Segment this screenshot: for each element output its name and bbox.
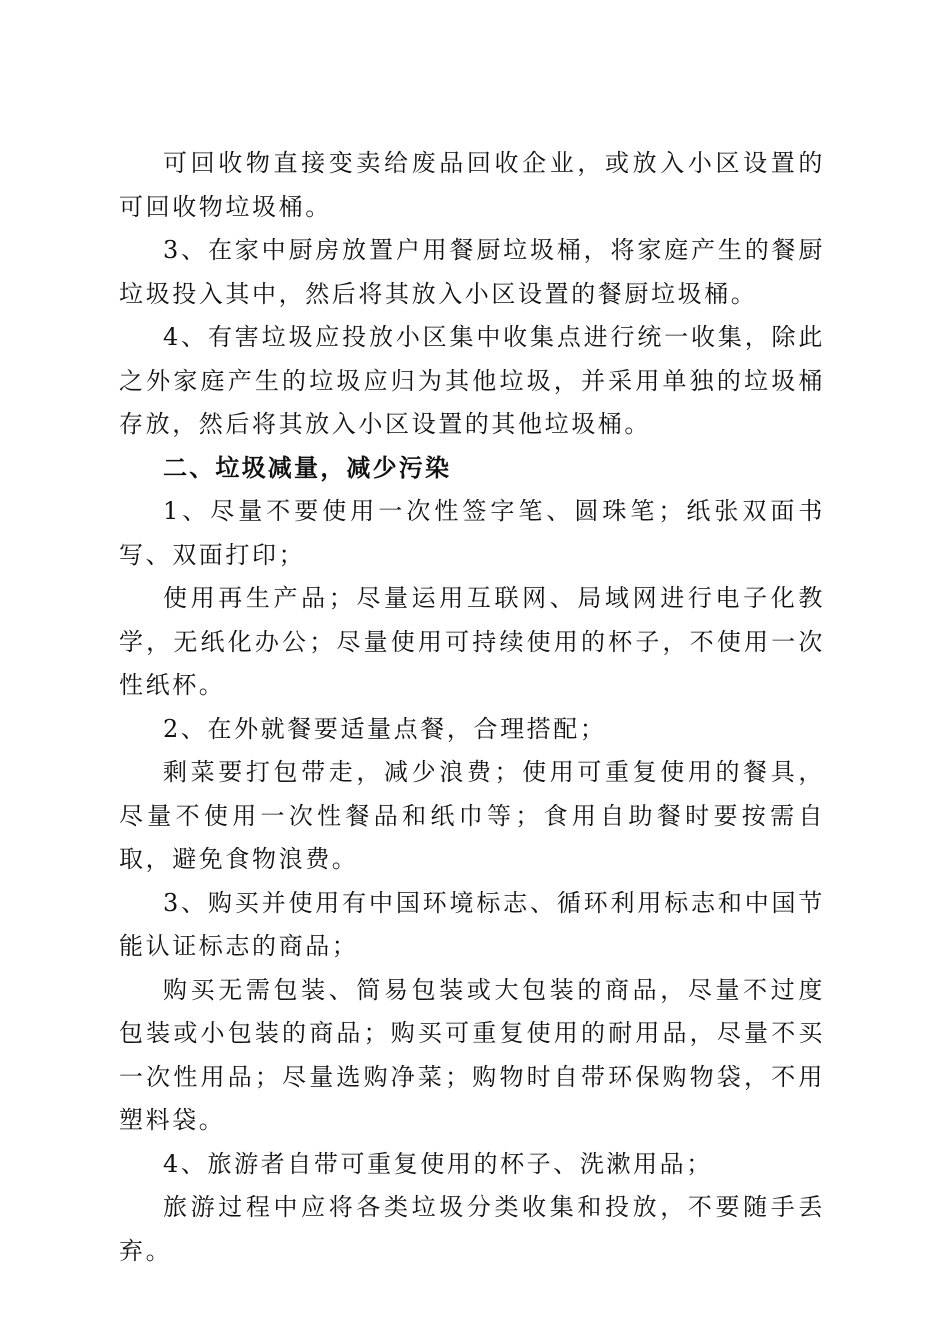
paragraph-eco-labels: 3、购买并使用有中国环境标志、循环利用标志和中国节能认证标志的商品； — [119, 888, 825, 960]
paragraph-paperless-office: 使用再生产品；尽量运用互联网、局域网进行电子化教学，无纸化办公；尽量使用可持续使用的杯子，不使用一次性纸杯。 — [119, 584, 825, 699]
document-body — [119, 142, 825, 1273]
section-heading: 二、垃圾减量，减少污染 — [163, 453, 452, 482]
paragraph-pens-paper: 1、尽量不要使用一次性签字笔、圆珠笔；纸张双面书写、双面打印； — [119, 497, 825, 569]
paragraph-travel-waste: 旅游过程中应将各类垃圾分类收集和投放，不要随手丢弃。 — [119, 1193, 825, 1265]
paragraph-travel-items: 4、旅游者自带可重复使用的杯子、洗漱用品； — [163, 1149, 713, 1178]
paragraph-hazardous-waste: 4、有害垃圾应投放小区集中收集点进行统一收集，除此之外家庭产生的垃圾应归为其他垃圾，并采用单独的垃圾桶存放，然后将其放入小区设置的其他垃圾桶。 — [119, 323, 825, 438]
paragraph-packaging: 购买无需包装、简易包装或大包装的商品，尽量不过度包装或小包装的商品；购买可重复使用的耐用品，尽量不买一次性用品；尽量选购净菜；购物时自带环保购物袋，不用塑料袋。 — [119, 975, 825, 1134]
paragraph-dining-out: 2、在外就餐要适量点餐，合理搭配； — [163, 714, 607, 743]
paragraph-recyclables: 可回收物直接变卖给废品回收企业，或放入小区设置的可回收物垃圾桶。 — [119, 149, 825, 221]
paragraph-kitchen-waste: 3、在家中厨房放置户用餐厨垃圾桶，将家庭产生的餐厨垃圾投入其中，然后将其放入小区设置的餐厨垃圾桶。 — [119, 236, 825, 308]
paragraph-leftovers: 剩菜要打包带走，减少浪费；使用可重复使用的餐具，尽量不使用一次性餐品和纸巾等；食用自助餐时要按需自取，避免食物浪费。 — [119, 758, 825, 873]
